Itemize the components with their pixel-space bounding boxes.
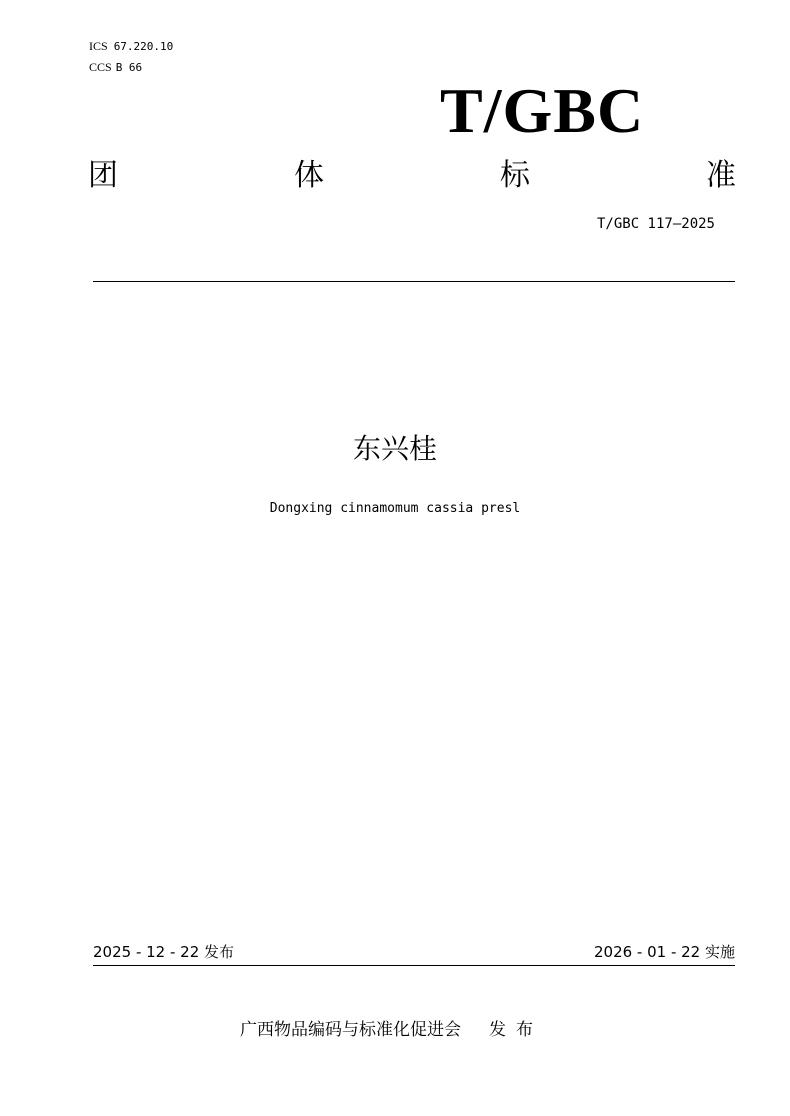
- publisher-line: [240, 1018, 543, 1042]
- ics-label: ICS: [89, 39, 108, 53]
- document-title-english: Dongxing cinnamomum cassia presl: [269, 501, 521, 516]
- standard-logo: T/GBC: [440, 75, 645, 146]
- publisher-name: 广西物品编码与标准化促进会: [240, 1020, 461, 1040]
- publish-date: 2025 - 12 - 22 发布: [93, 943, 235, 961]
- effective-date: 2026 - 01 - 22 实施: [593, 943, 735, 961]
- category-char: 团: [88, 158, 118, 193]
- top-divider: [93, 281, 735, 282]
- publisher-action: 发布: [489, 1020, 543, 1040]
- standard-category: [88, 150, 736, 194]
- ics-code: 67.220.10: [113, 40, 174, 53]
- bottom-divider: [93, 965, 735, 966]
- category-char: 准: [706, 158, 736, 193]
- ccs-code: B 66: [115, 61, 143, 74]
- ics-line: [89, 39, 173, 54]
- category-char: 体: [294, 158, 324, 193]
- ccs-line: [89, 60, 142, 75]
- standard-number: T/GBC 117—2025: [596, 216, 715, 232]
- category-char: 标: [500, 158, 530, 193]
- ccs-label: CCS: [89, 60, 112, 74]
- document-title-chinese: 东兴桂: [352, 432, 437, 465]
